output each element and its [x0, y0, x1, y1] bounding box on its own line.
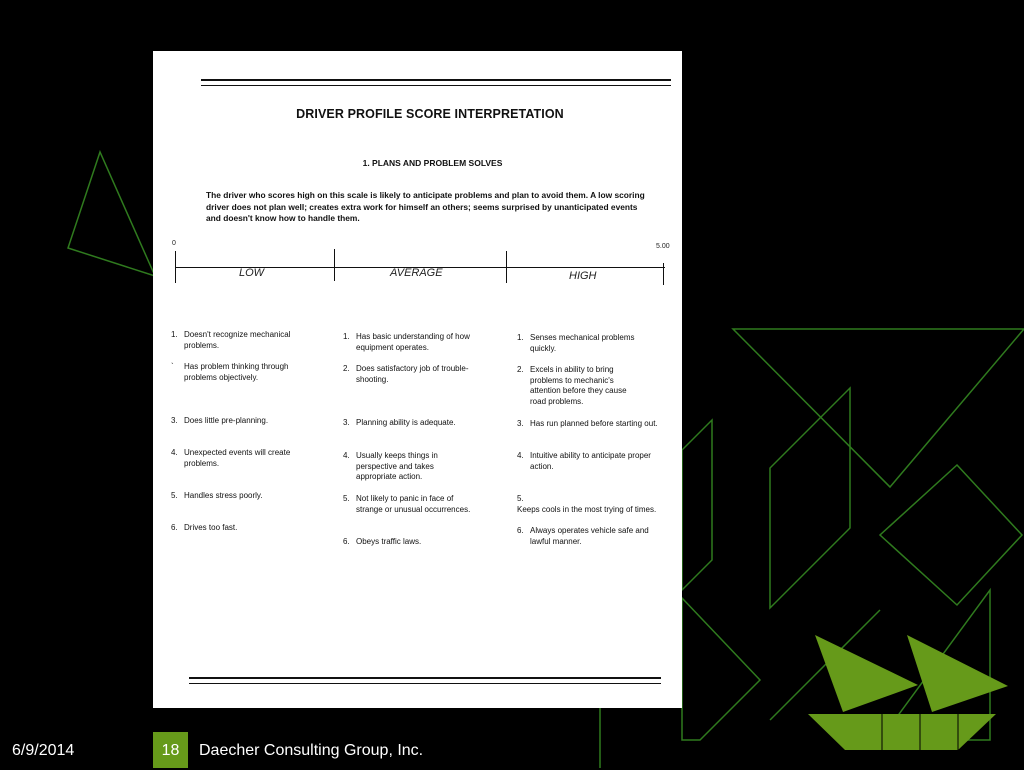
intro-paragraph: The driver who scores high on this scale is likely to anticipate problems and plan to avoid them. A low scoring driver does not plan well; creates extra work for himself an others; seems surprised by unanticipated events and doesn't know how to handle them. [206, 190, 645, 223]
scale-max-label: 5.00 [656, 243, 670, 250]
scale-band-average: AVERAGE [390, 267, 443, 279]
green-sail-right [907, 635, 1008, 712]
outline-large-triangle [733, 329, 1024, 487]
list-item: 4. Unexpected events will create problems. [171, 448, 291, 468]
outline-trapezoid-lower [682, 598, 760, 740]
scale-min-label: 0 [172, 240, 176, 247]
list-item: 3. Has run planned before starting out. [517, 419, 658, 428]
outline-parallelogram [770, 388, 850, 608]
document-title: DRIVER PROFILE SCORE INTERPRETATION [296, 107, 564, 121]
section-heading: 1. PLANS AND PROBLEM SOLVES [362, 158, 503, 168]
list-item: 1. Senses mechanical problems quickly. [517, 333, 635, 353]
list-item: 5. Handles stress poorly. [171, 491, 263, 500]
list-item: 6. Always operates vehicle safe and lawful manner. [517, 526, 649, 546]
list-item: 6. Drives too fast. [171, 523, 238, 532]
list-item: ` Has problem thinking through problems objectively. [171, 362, 289, 382]
list-item: 5.Keeps cools in the most trying of times. [517, 494, 657, 514]
bottom-rule-thin [189, 683, 661, 684]
list-item: 1. Has basic understanding of how equipment operates. [343, 332, 470, 352]
list-item: 2. Does satisfactory job of trouble-shooting. [343, 364, 469, 384]
scale-band-low: LOW [239, 267, 265, 279]
document-page [153, 51, 682, 708]
scale-band-high: HIGH [569, 270, 597, 282]
green-sail-left [815, 635, 918, 712]
outline-triangle-left [68, 152, 155, 276]
outline-parallelogram-small [682, 420, 712, 590]
footer-organization: Daecher Consulting Group, Inc. [199, 742, 424, 759]
list-item: 3. Planning ability is adequate. [343, 418, 456, 427]
slide-number: 18 [153, 732, 188, 768]
list-item: 2. Excels in ability to bring problems to mechanic's attention before they cause road problems. [517, 365, 627, 406]
outline-diamond [880, 465, 1022, 605]
green-boat-hull [808, 714, 996, 750]
list-item: 3. Does little pre-planning. [171, 416, 269, 425]
top-rule [201, 79, 671, 81]
top-rule-thin [201, 85, 671, 86]
list-item: 4. Intuitive ability to anticipate proper action. [517, 451, 651, 471]
footer-date: 6/9/2014 [12, 742, 75, 759]
bottom-rule [189, 677, 661, 679]
list-item: 6. Obeys traffic laws. [343, 537, 422, 546]
list-item: 5. Not likely to panic in face of strange or unusual occurrences. [343, 494, 471, 514]
list-item: 4. Usually keeps things in perspective and takes appropriate action. [343, 451, 438, 482]
list-item: 1. Doesn't recognize mechanical problems. [171, 330, 291, 350]
